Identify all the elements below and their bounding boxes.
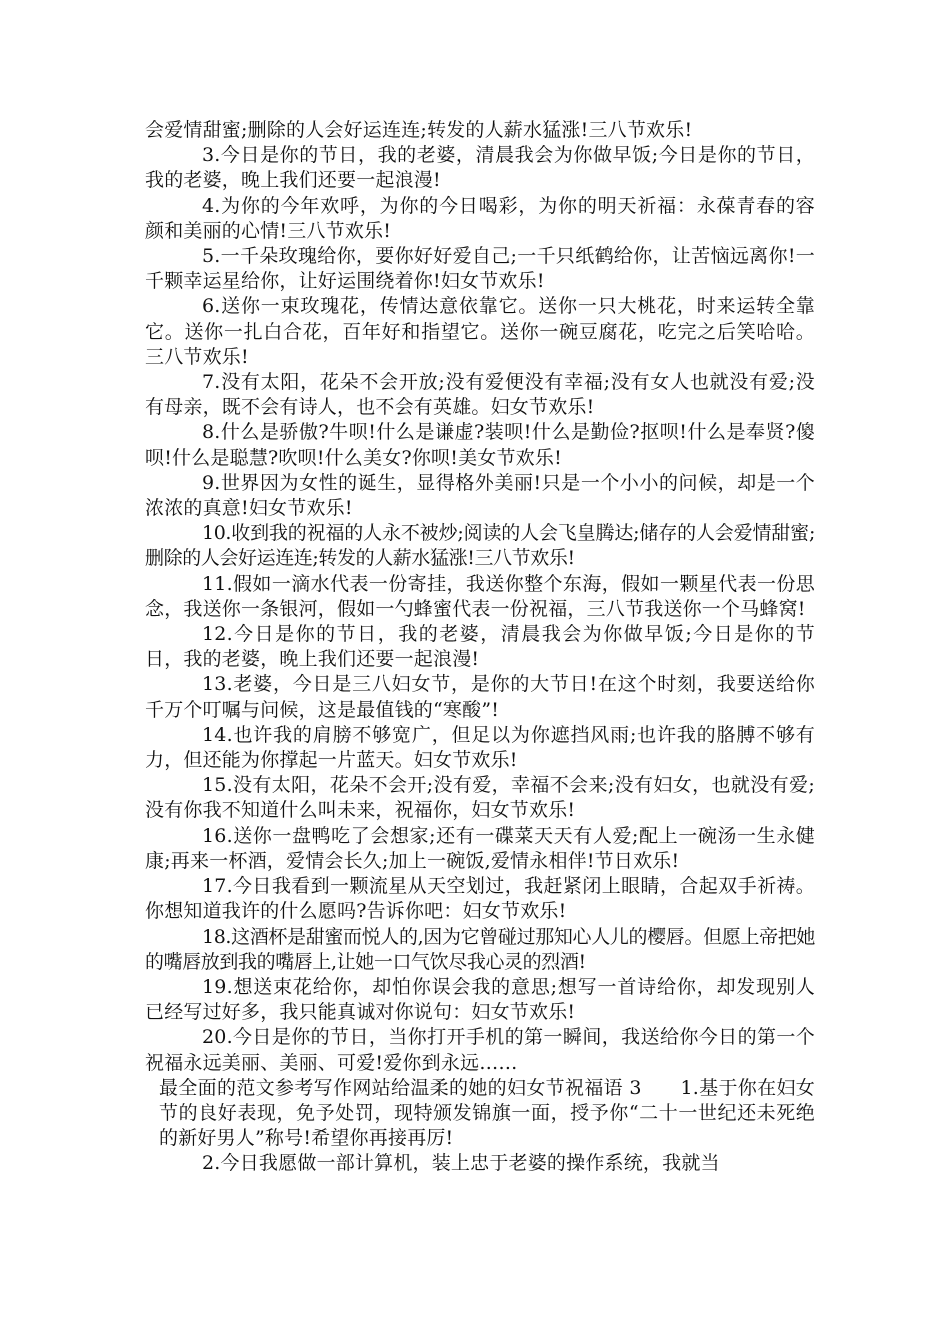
paragraph-5: 6.送你一束玫瑰花，传情达意依靠它。送你一只大桃花，时来运转全靠它。送你一扎白合花，百年好和指望它。送你一碗豆腐花，吃完之后笑哈哈。三八节欢乐!: [145, 295, 815, 368]
paragraph-9: 10.收到我的祝福的人永不被炒;阅读的人会飞皇腾达;储存的人会爱情甜蜜;删除的人会好运连连;转发的人薪水猛涨!三八节欢乐!: [145, 522, 815, 570]
paragraph-12: 13.老婆，今日是三八妇女节，是你的大节日!在这个时刻，我要送给你千万个叮嘱与问候，这是最值钱的“寒酸”!: [145, 673, 815, 721]
paragraph-1: 会爱情甜蜜;删除的人会好运连连;转发的人薪水猛涨!三八节欢乐!: [145, 119, 693, 141]
paragraph-4: 5.一千朵玫瑰给你，要你好好爱自己;一千只纸鹤给你，让苦恼远离你!一千颗幸运星给你，让好运围绕着你!妇女节欢乐!: [145, 245, 815, 293]
paragraph-18: 19.想送束花给你，却怕你误会我的意思;想写一首诗给你，却发现别人已经写过好多，我只能真诚对你说句：妇女节欢乐!: [145, 975, 815, 1024]
paragraph-13: 14.也许我的肩膀不够宽广，但足以为你遮挡风雨;也许我的胳膊不够有力，但还能为你撑起一片蓝天。妇女节欢乐!: [145, 723, 815, 772]
paragraph-8: 9.世界因为女性的诞生，显得格外美丽!只是一个小小的问候，却是一个浓浓的真意!妇女节欢乐!: [145, 471, 815, 520]
paragraph-11: 12.今日是你的节日，我的老婆，清晨我会为你做早饭;今日是你的节日，我的老婆，晚上我们还要一起浪漫!: [145, 623, 815, 671]
paragraph-21: 2.今日我愿做一部计算机，装上忠于老婆的操作系统，我就当: [202, 1152, 720, 1175]
paragraph-17: 18.这酒杯是甜蜜而悦人的,因为它曾碰过那知心人儿的樱唇。但愿上帝把她的嘴唇放到我的嘴唇上,让她一口气饮尽我心灵的烈酒!: [145, 925, 815, 973]
paragraph-6: 7.没有太阳，花朵不会开放;没有爱便没有幸福;没有女人也就没有爱;没有母亲，既不会有诗人，也不会有英雄。妇女节欢乐!: [145, 371, 815, 419]
paragraph-7: 8.什么是骄傲?牛呗!什么是谦虚?装呗!什么是勤俭?抠呗!什么是奉贤?傻呗!什么是聪慧?吹呗!什么美女?你呗!美女节欢乐!: [145, 421, 815, 469]
paragraph-19: 20.今日是你的节日，当你打开手机的第一瞬间，我送给你今日的第一个祝福永远美丽、美丽、可爱!爱你到永远……: [145, 1026, 815, 1074]
paragraph-2: 3.今日是你的节日，我的老婆，清晨我会为你做早饭;今日是你的节日，我的老婆，晚上我们还要一起浪漫!: [145, 144, 815, 192]
section-heading-paragraph: 最全面的范文参考写作网站给温柔的她的妇女节祝福语 3 1.基于你在妇女节的良好表现，免予处罚，现特颁发锦旗一面，授予你“二十一世纪还未死绝的新好男人”称号!希望你再接再厉!: [159, 1076, 815, 1150]
document-page: [145, 118, 815, 1177]
paragraph-15: 16.送你一盘鸭吃了会想家;还有一碟菜天天有人爱;配上一碗汤一生永健康;再来一杯酒，爱情会长久;加上一碗饭,爱情永相伴!节日欢乐!: [145, 824, 815, 872]
paragraph-14: 15.没有太阳，花朵不会开;没有爱，幸福不会来;没有妇女，也就没有爱;没有你我不知道什么叫未来，祝福你，妇女节欢乐!: [145, 774, 815, 822]
paragraph-3: 4.为你的今年欢呼，为你的今日喝彩，为你的明天祈福：永葆青春的容颜和美丽的心情!三八节欢乐!: [145, 194, 815, 242]
paragraph-10: 11.假如一滴水代表一份寄挂，我送你整个东海，假如一颗星代表一份思念，我送你一条银河，假如一勺蜂蜜代表一份祝福，三八节我送你一个马蜂窝!: [145, 572, 815, 620]
paragraph-16: 17.今日我看到一颗流星从天空划过，我赶紧闭上眼睛，合起双手祈祷。你想知道我许的什么愿吗?告诉你吧：妇女节欢乐!: [145, 875, 815, 923]
